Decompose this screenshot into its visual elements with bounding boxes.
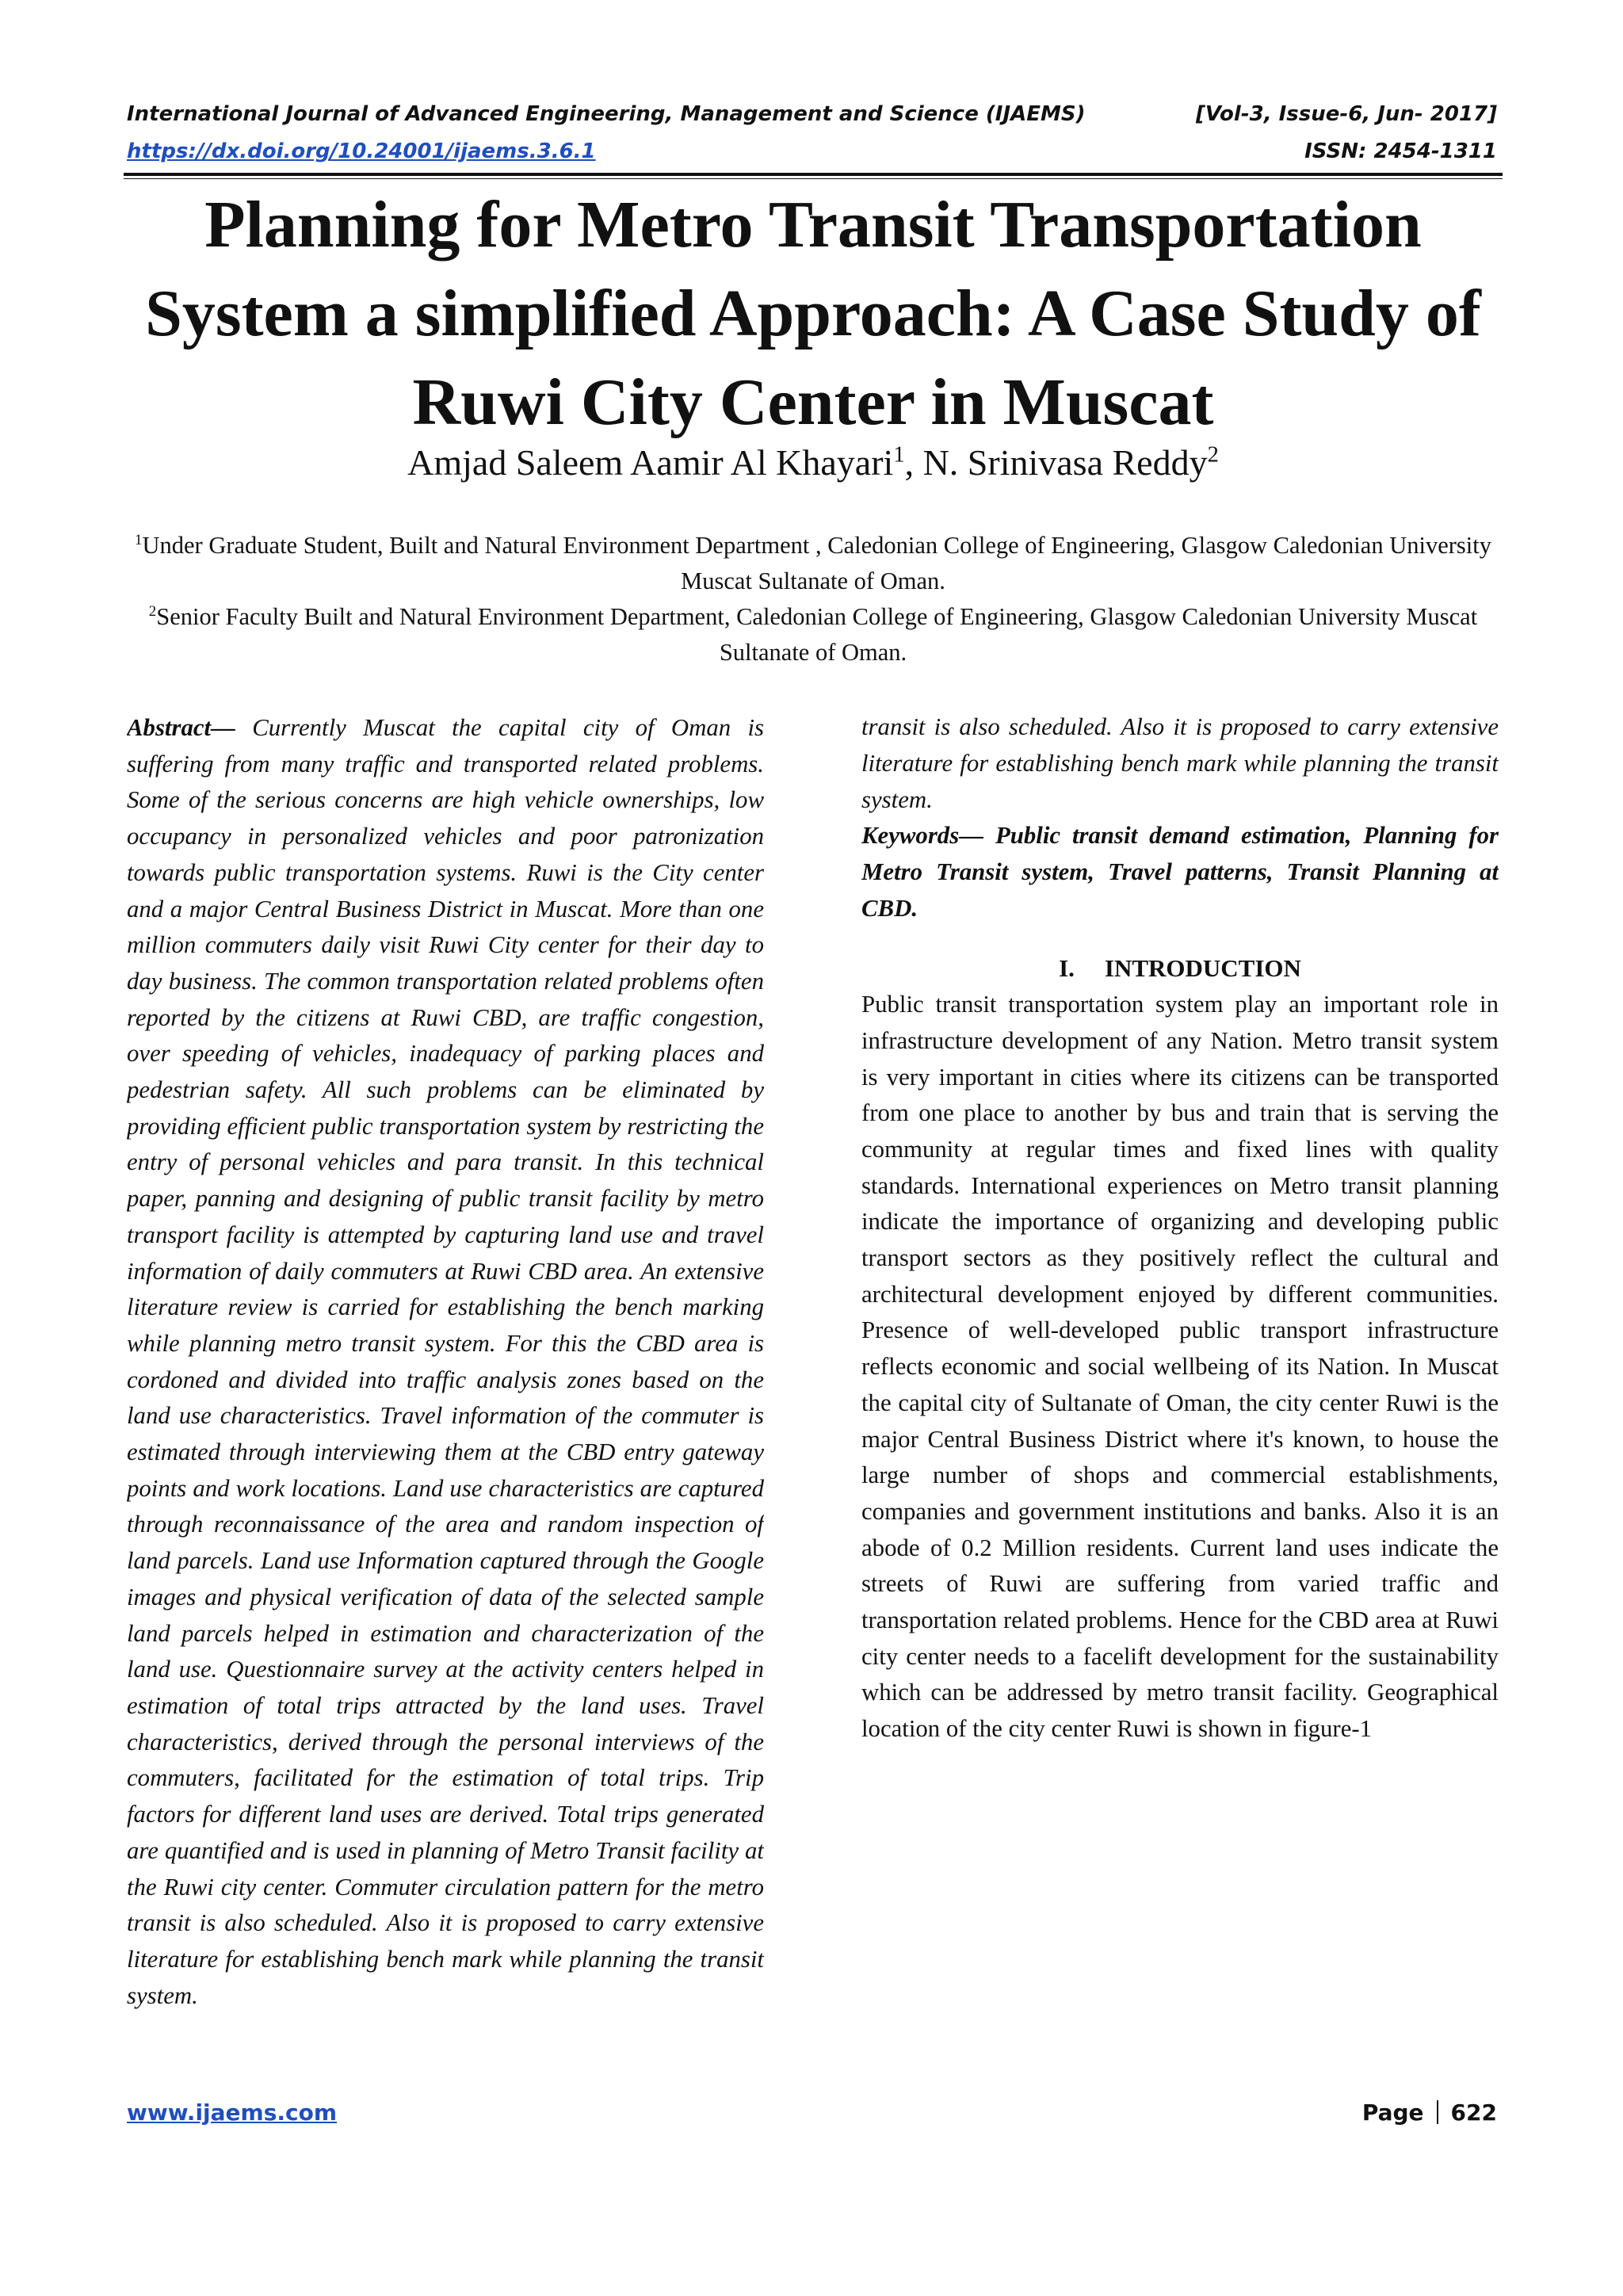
- left-column: [127, 710, 764, 2078]
- author-1: Amjad Saleem Aamir Al Khayari: [407, 442, 894, 483]
- doi-link[interactable]: https://dx.doi.org/10.24001/ijaems.3.6.1: [127, 139, 596, 163]
- page-footer: [1362, 2099, 1497, 2127]
- header-rule-thin: [124, 178, 1503, 179]
- affiliation-2-text: Senior Faculty Built and Natural Environment Department, Caledonian College of Engineering, Glasgow Caledonian University Muscat Sultanate of Oman.: [156, 603, 1478, 666]
- volume-info: [Vol-3, Issue-6, Jun- 2017]: [1195, 102, 1497, 126]
- keywords-text: Public transit demand estimation, Planning for Metro Transit system, Travel patterns, Transit Planning at CBD.: [861, 822, 1499, 922]
- section-number: I.: [1059, 954, 1075, 983]
- keywords: [861, 818, 1499, 926]
- abstract-text-continued: transit is also scheduled. Also it is proposed to carry extensive literature for establishing bench mark while planning the transit system.: [861, 713, 1499, 813]
- paper-title: Planning for Metro Transit Transportation System a simplified Approach: A Case Study of Ruwi City Center in Muscat: [145, 188, 1481, 439]
- page-label: Page: [1361, 2099, 1424, 2126]
- affiliation-2-mark: 2: [148, 602, 157, 620]
- affiliation-1-text: Under Graduate Student, Built and Natural Environment Department , Caledonian College of Engineering, Glasgow Caledonian University Muscat Sultanate of Oman.: [142, 532, 1491, 594]
- issn: ISSN: 2454-1311: [1304, 139, 1497, 163]
- author-list: [124, 438, 1503, 487]
- page-number: 622: [1450, 2099, 1497, 2126]
- keywords-label: Keywords—: [861, 822, 983, 850]
- affiliation-2: [124, 599, 1503, 670]
- website-link[interactable]: www.ijaems.com: [127, 2099, 338, 2126]
- introduction-heading: [861, 950, 1499, 987]
- affiliation-1: [124, 528, 1503, 599]
- abstract-continuation: [861, 710, 1499, 818]
- header-rule-thick: [124, 173, 1503, 176]
- abstract-label: Abstract—: [127, 714, 235, 741]
- right-column: [861, 710, 1499, 2078]
- page-separator: [1437, 2100, 1438, 2124]
- abstract: [127, 710, 764, 2014]
- author-2-affil-mark: 2: [1207, 442, 1219, 468]
- affiliation-1-mark: 1: [135, 531, 143, 548]
- abstract-text: Currently Muscat the capital city of Oman is suffering from many traffic and transported related problems. Some of the serious concerns are high vehicle ownerships, low occupancy in personalized vehicles and poor patronization towards public transportation systems. Ruwi is the City center and a major Central Business District in Muscat. More than one million commuters daily visit Ruwi City center for their day to day business. The common transportation related problems often reported by the citizens at Ruwi CBD, are traffic congestion, over speeding of vehicles, inadequacy of parking places and pedestrian safety. All such problems can be eliminated by providing efficient public transportation system by restricting the entry of personal vehicles and para transit. In this technical paper, panning and designing of public transit facility by metro transport facility is attempted by capturing land use and travel information of daily commuters at Ruwi CBD area. An extensive literature review is carried for establishing the bench marking while planning metro transit system. For this the CBD area is cordoned and divided into traffic analysis zones based on the land use characteristics. Travel information of the commuter is estimated through interviewing them at the CBD entry gateway points and work locations. Land use characteristics are captured through reconnaissance of the area and random inspection of land parcels. Land use Information captured through the Google images and physical verification of data of the selected sample land parcels helped in estimation and characterization of the land use. Questionnaire survey at the activity centers helped in estimation of total trips attracted by the land uses. Travel characteristics, derived through the personal interviews of the commuters, facilitated for the estimation of total trips. Trip factors for different land uses are derived. Total trips generated are quantified and is used in planning of Metro Transit facility at the Ruwi city center. Commuter circulation pattern for the metro transit is also scheduled. Also it is proposed to carry extensive literature for establishing bench mark while planning the transit system.: [127, 714, 764, 2009]
- author-2: N. Srinivasa Reddy: [922, 442, 1208, 483]
- author-separator: ,: [904, 442, 923, 483]
- journal-name: International Journal of Advanced Engineering, Management and Science (IJAEMS): [127, 102, 1086, 126]
- introduction-text: Public transit transportation system play an important role in infrastructure development of any Nation. Metro transit system is very important in cities where its citizens can be transported from one place to another by bus and train that is serving the community at regular times and fixed lines with quality standards. International experiences on Metro transit planning indicate the importance of organizing and developing public transport sectors as they positively reflect the cultural and architectural development enjoyed by different communities. Presence of well-developed public transport infrastructure reflects economic and social wellbeing of its Nation. In Muscat the capital city of Sultanate of Oman, the city center Ruwi is the major Central Business District where it's known, to house the large number of shops and commercial establishments, companies and government institutions and banks. Also it is an abode of 0.2 Million residents. Current land uses indicate the streets of Ruwi are suffering from varied traffic and transportation related problems. Hence for the CBD area at Ruwi city center needs to a facelift development for the sustainability which can be addressed by metro transit facility. Geographical location of the city center Ruwi is shown in figure-1: [861, 991, 1499, 1743]
- section-title: INTRODUCTION: [1104, 954, 1301, 983]
- author-1-affil-mark: 1: [893, 442, 905, 468]
- abstract-continued: [861, 710, 1499, 818]
